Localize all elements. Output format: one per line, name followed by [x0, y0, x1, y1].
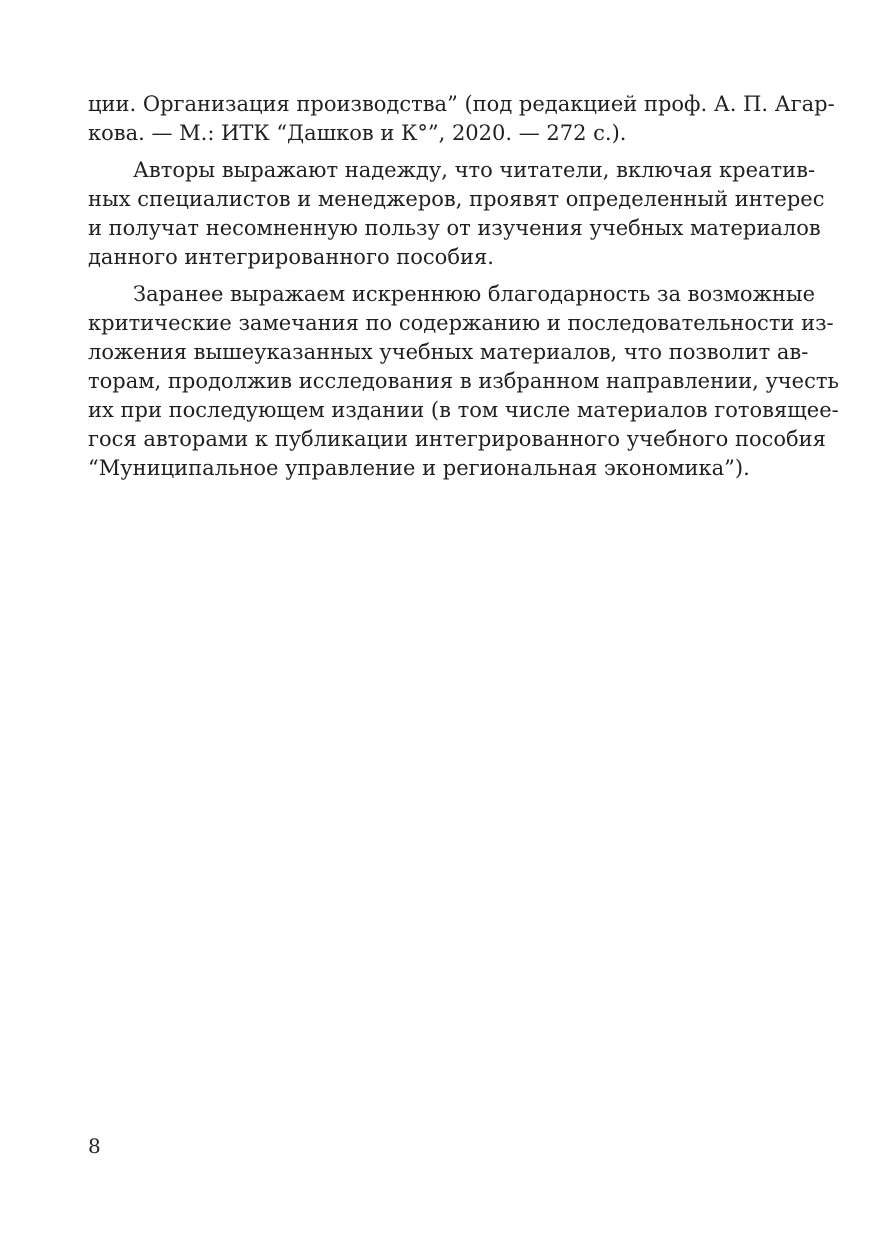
- text-line: торам, продолжив исследования в избранном направлении, учесть: [88, 369, 839, 393]
- text-line: критические замечания по содержанию и последовательности из-: [88, 311, 834, 335]
- text-line: Авторы выражают надежду, что читатели, включая креатив-: [133, 158, 816, 182]
- paragraph-gratitude: [88, 280, 839, 483]
- paragraph-authors-hope: [88, 156, 825, 272]
- paragraph-continuation: [88, 90, 835, 148]
- body-text: [88, 90, 839, 491]
- text-line: Заранее выражаем искреннюю благодарность за возможные: [133, 282, 816, 306]
- text-line: ложения вышеуказанных учебных материалов, что позволит ав-: [88, 340, 809, 364]
- text-line: “Муниципальное управление и региональная экономика”).: [88, 456, 750, 480]
- text-line: ных специалистов и менеджеров, проявят определенный интерес: [88, 187, 825, 211]
- text-line: их при последующем издании (в том числе материалов готовящее-: [88, 398, 839, 422]
- text-line: данного интегрированного пособия.: [88, 245, 494, 269]
- text-line: и получат несомненную пользу от изучения учебных материалов: [88, 216, 821, 240]
- text-line: гося авторами к публикации интегрированного учебного пособия: [88, 427, 826, 451]
- text-line: ции. Организация производства” (под редакцией проф. А. П. Агар-: [88, 92, 835, 116]
- page-number: 8: [88, 1134, 101, 1158]
- text-line: кова. — М.: ИТК “Дашков и К°”, 2020. — 272 с.).: [88, 121, 627, 145]
